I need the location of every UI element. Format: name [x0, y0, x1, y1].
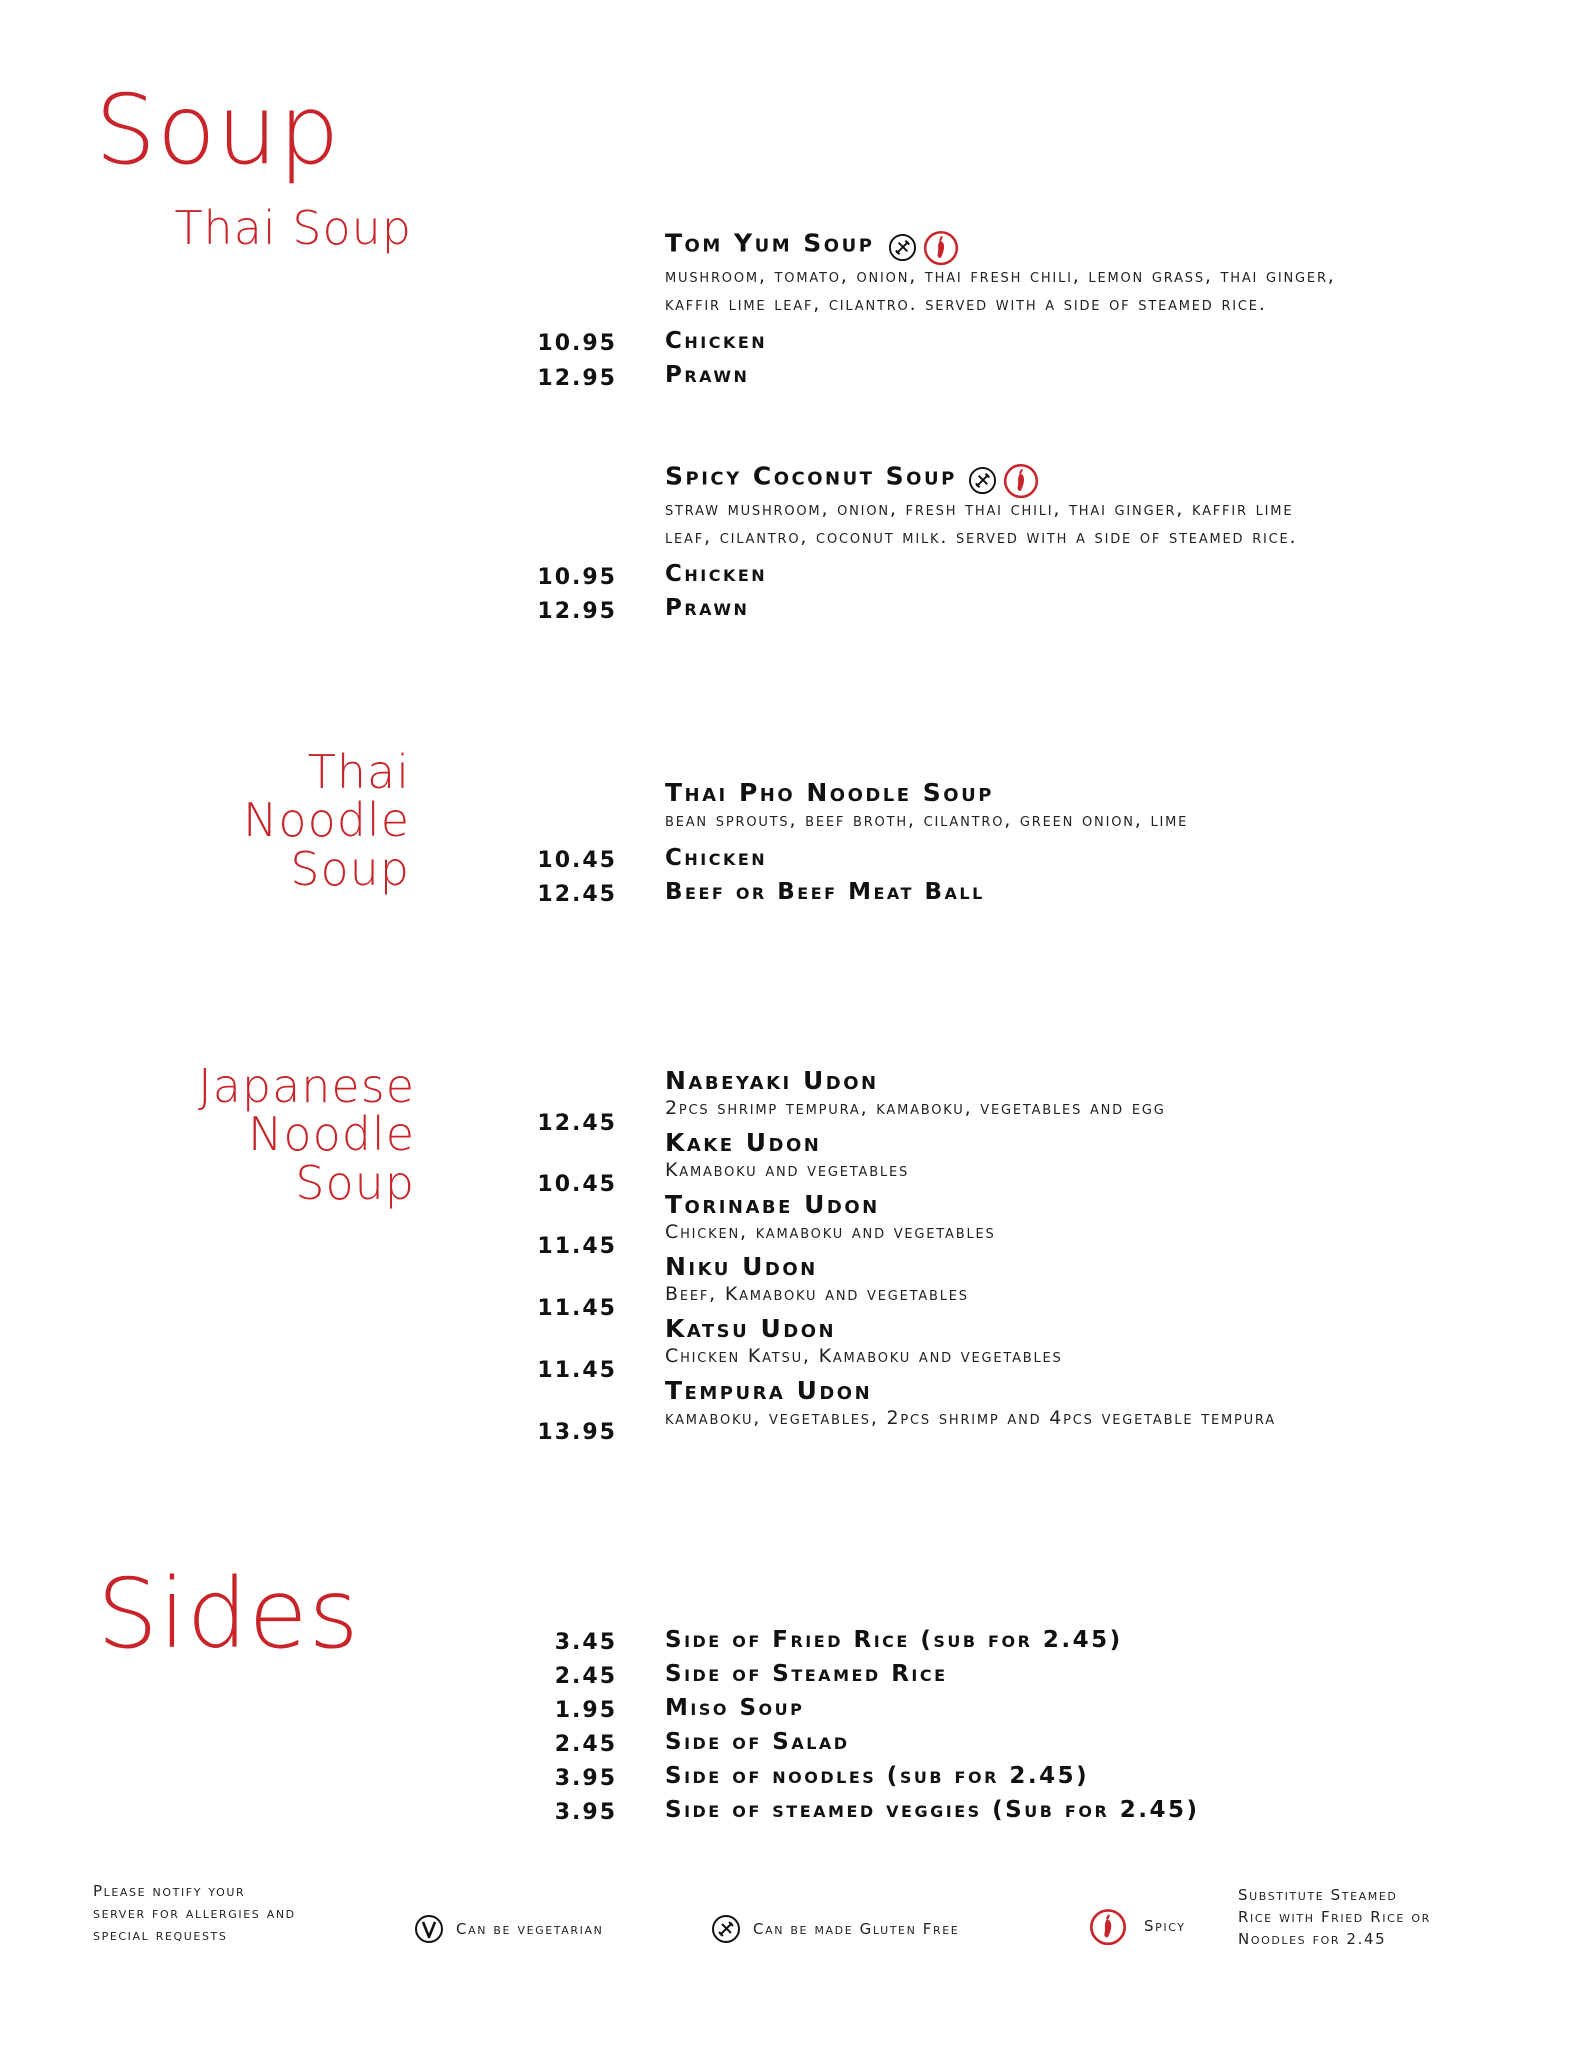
menu-item-spicy-coconut-soup [665, 461, 1040, 499]
legend-label: Can be made Gluten Free [753, 1920, 960, 1938]
item-price: 10.95 [537, 565, 617, 590]
item-price: 10.45 [537, 848, 617, 873]
side-price: 3.95 [554, 1800, 617, 1825]
side-item: Miso Soup [665, 1695, 805, 1721]
item-option: Chicken [665, 561, 768, 587]
notice-line: Noodles for 2.45 [1238, 1930, 1387, 1948]
heading-line: Noodle Soup [243, 793, 410, 896]
notice-line: server for allergies and [93, 1904, 296, 1922]
item-price: 12.45 [537, 1111, 617, 1136]
item-name: Katsu Udon [665, 1314, 837, 1343]
menu-item-tom-yum-soup [665, 228, 960, 266]
item-name: Niku Udon [665, 1252, 818, 1281]
spicy-icon [1002, 461, 1040, 499]
side-item: Side of steamed veggies (Sub for 2.45) [665, 1797, 1200, 1823]
item-option: Chicken [665, 328, 768, 354]
sides-section-title: Sides [97, 1558, 360, 1670]
item-description-line: Chicken, kamaboku and vegetables [665, 1221, 996, 1243]
spicy-icon [1088, 1906, 1128, 1946]
item-option: Beef or Beef Meat Ball [665, 879, 985, 905]
allergy-notice [93, 1880, 296, 1946]
item-description-line: Beef, Kamaboku and vegetables [665, 1283, 969, 1305]
side-item: Side of noodles (sub for 2.45) [665, 1763, 1090, 1789]
heading-line: Noodle Soup [248, 1107, 415, 1210]
item-description-line: mushroom, tomato, onion, thai fresh chili, lemon grass, thai ginger, [665, 265, 1336, 287]
side-price: 2.45 [554, 1732, 617, 1757]
item-description-line: Kamaboku and vegetables [665, 1159, 910, 1181]
item-name: Kake Udon [665, 1128, 822, 1157]
side-item: Side of Fried Rice (sub for 2.45) [665, 1627, 1123, 1653]
gluten-free-icon [711, 1914, 741, 1944]
item-price: 12.95 [537, 599, 617, 624]
item-price: 12.45 [537, 882, 617, 907]
japanese-noodle-soup-heading [120, 1059, 415, 1210]
item-name: Tempura Udon [665, 1376, 873, 1405]
spicy-icon [922, 228, 960, 266]
item-name: Thai Pho Noodle Soup [665, 778, 994, 807]
item-name: Nabeyaki Udon [665, 1066, 879, 1095]
gluten-free-icon [888, 233, 917, 262]
heading-line: Thai [307, 745, 410, 799]
item-option: Chicken [665, 845, 768, 871]
item-option: Prawn [665, 362, 750, 388]
side-item: Side of Salad [665, 1729, 850, 1755]
notice-line: Rice with Fried Rice or [1238, 1908, 1431, 1926]
legend-gluten-free [711, 1914, 959, 1944]
thai-soup-heading: Thai Soup [174, 201, 412, 255]
legend-spicy [1088, 1906, 1186, 1946]
item-price: 11.45 [537, 1234, 617, 1259]
soup-section-title: Soup [95, 74, 341, 186]
notice-line: special requests [93, 1926, 228, 1944]
side-item: Side of Steamed Rice [665, 1661, 948, 1687]
side-price: 3.45 [554, 1630, 617, 1655]
item-option: Prawn [665, 595, 750, 621]
notice-line: Please notify your [93, 1882, 246, 1900]
item-description-line: bean sprouts, beef broth, cilantro, green onion, lime [665, 809, 1189, 831]
item-description-line: Chicken Katsu, Kamaboku and vegetables [665, 1345, 1063, 1367]
item-description-line: straw mushroom, onion, fresh thai chili, thai ginger, kaffir lime [665, 498, 1294, 520]
legend-vegetarian [414, 1914, 603, 1944]
item-price: 10.45 [537, 1172, 617, 1197]
gluten-free-icon [968, 466, 997, 495]
substitute-notice [1238, 1884, 1431, 1950]
item-description-line: leaf, cilantro, coconut milk. served with a side of steamed rice. [665, 526, 1298, 548]
legend-label: Can be vegetarian [456, 1920, 604, 1938]
item-description-line: kaffir lime leaf, cilantro. served with a side of steamed rice. [665, 293, 1267, 315]
item-price: 11.45 [537, 1296, 617, 1321]
notice-line: Substitute Steamed [1238, 1886, 1398, 1904]
side-price: 1.95 [554, 1698, 617, 1723]
item-price: 11.45 [537, 1358, 617, 1383]
item-price: 10.95 [537, 331, 617, 356]
item-name: Tom Yum Soup [665, 228, 875, 258]
side-price: 2.45 [554, 1664, 617, 1689]
side-price: 3.95 [554, 1766, 617, 1791]
item-name: Torinabe Udon [665, 1190, 880, 1219]
item-description-line: kamaboku, vegetables, 2pcs shrimp and 4pcs vegetable tempura [665, 1407, 1276, 1429]
legend-label: Spicy [1144, 1917, 1186, 1935]
item-name: Spicy Coconut Soup [665, 461, 957, 491]
thai-noodle-soup-heading [120, 745, 410, 896]
vegetarian-icon [414, 1914, 444, 1944]
item-description-line: 2pcs shrimp tempura, kamaboku, vegetables and egg [665, 1097, 1166, 1119]
item-price: 12.95 [537, 366, 617, 391]
item-price: 13.95 [537, 1420, 617, 1445]
heading-line: Japanese [198, 1059, 415, 1113]
